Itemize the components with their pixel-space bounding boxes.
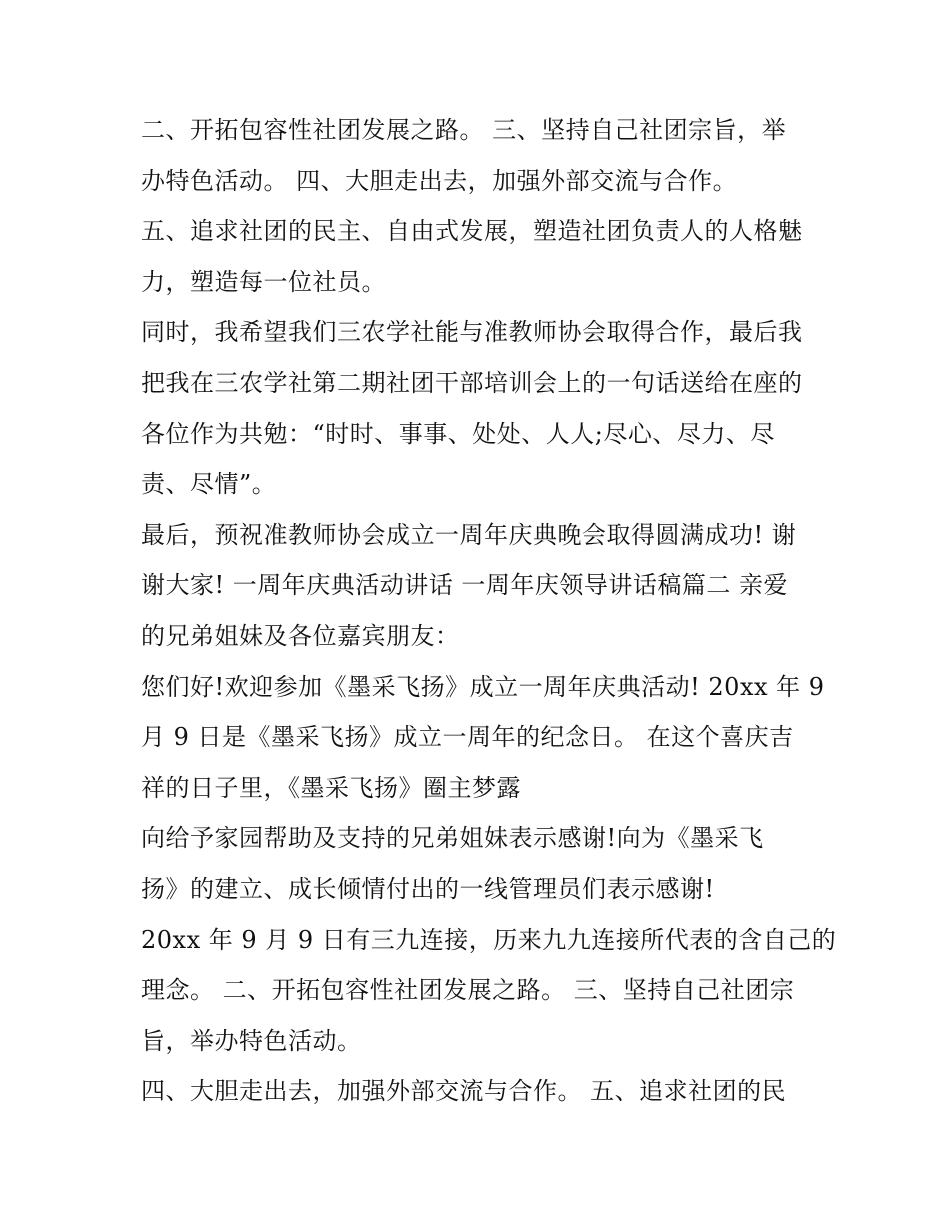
text-line: 扬》的建立、成长倾情付出的一线管理员们表示感谢! [141,874,715,903]
text-line: 力，塑造每一位社员。 [141,267,386,296]
text-line: 祥的日子里，《墨采飞扬》圈主梦露 [141,773,521,802]
text-line: 20xx 年 9 月 9 日有三九连接，历来九九连接所代表的含自己的 [141,925,837,954]
text-line: 责、尽情”。 [141,470,277,499]
text-line: 理念。 二、开拓包容性社团发展之路。 三、坚持自己社团宗 [141,976,795,1005]
body-text [141,105,837,1117]
text-line: 向给予家园帮助及支持的兄弟姐妹表示感谢!向为《墨采飞 [141,824,764,853]
text-line: 您们好!欢迎参加《墨采飞扬》成立一周年庆典活动! 20xx 年 9 [141,672,825,701]
text-line: 办特色活动。 四、大胆走出去，加强外部交流与合作。 [141,166,738,195]
text-line: 二、开拓包容性社团发展之路。 三、坚持自己社团宗旨，举 [141,116,787,144]
text-line: 五、追求社团的民主、自由式发展，塑造社团负责人的人格魅 [141,217,803,246]
text-line: 谢大家! 一周年庆典活动讲话 一周年庆领导讲话稿篇二 亲爱 [141,571,789,600]
text-line: 最后，预祝准教师协会成立一周年庆典晚会取得圆满成功! 谢 [141,520,797,549]
text-line: 旨，举办特色活动。 [141,1026,362,1055]
text-line: 四、大胆走出去，加强外部交流与合作。 五、追求社团的民 [141,1077,787,1106]
text-line: 月 9 日是《墨采飞扬》成立一周年的纪念日。 在这个喜庆吉 [141,723,794,752]
text-line: 各位作为共勉：“时时、事事、处处、人人;尽心、尽力、尽 [141,419,775,448]
text-line: 同时，我希望我们三农学社能与准教师协会取得合作，最后我 [141,318,803,347]
text-line: 把我在三农学社第二期社团干部培训会上的一句话送给在座的 [141,368,803,397]
text-line: 的兄弟姐妹及各位嘉宾朋友： [141,621,460,650]
